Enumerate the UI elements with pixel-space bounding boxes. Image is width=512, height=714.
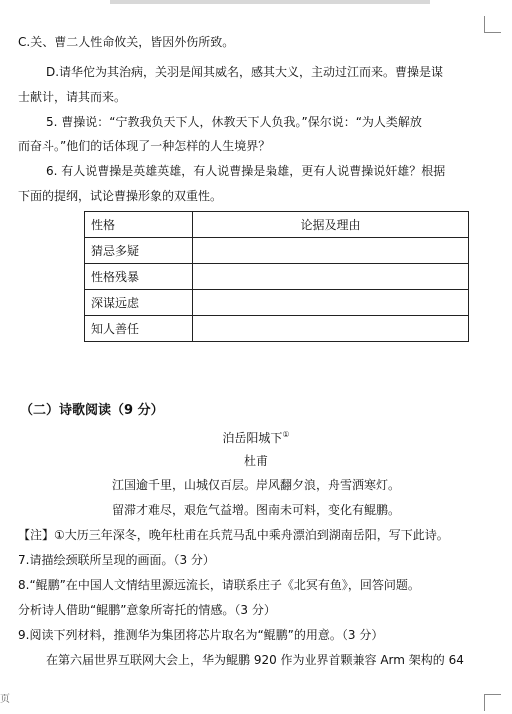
question-9: 9.阅读下列材料，推测华为集团将芯片取名为“鲲鹏”的用意。（3 分） — [18, 628, 384, 642]
page-corner-mark-top — [484, 16, 501, 33]
reason-cell — [193, 290, 469, 316]
question-7: 7.请描绘颈联所呈现的画面。（3 分） — [18, 553, 215, 567]
header-trait: 性格 — [85, 212, 193, 238]
table-row — [85, 238, 469, 264]
character-analysis-table — [84, 211, 469, 342]
option-c: C.关、曹二人性命攸关，皆因外伤所致。 — [18, 35, 235, 49]
trait-cell: 猜忌多疑 — [85, 238, 193, 264]
question-5-line-1: 5. 曹操说：“宁教我负天下人，休教天下人负我。”保尔说：“为人类解放 — [46, 115, 422, 129]
page-label: 页 — [0, 694, 10, 705]
question-6-line-2: 下面的提纲，试论曹操形象的双重性。 — [18, 189, 223, 203]
poem-note: 【注】①大历三年深冬，晚年杜甫在兵荒马乱中乘舟漂泊到湖南岳阳，写下此诗。 — [18, 528, 449, 542]
table-row — [85, 264, 469, 290]
material-text: 在第六届世界互联网大会上，华为鲲鹏 920 作为业界首颗兼容 Arm 架构的 64 — [46, 653, 464, 667]
table-row — [85, 316, 469, 342]
top-scroll-bar — [110, 0, 430, 4]
trait-cell: 深谋远虑 — [85, 290, 193, 316]
header-reason: 论据及理由 — [193, 212, 469, 238]
option-d-line-1: D.请华佗为其治病，关羽是闻其威名，感其大义，主动过江而来。曹操是谋 — [46, 65, 444, 79]
option-d-line-2: 士献计，请其而来。 — [18, 90, 127, 104]
poem-title — [0, 427, 512, 446]
poem-line-2: 留滞才难尽，艰危气益增。图南未可料，变化有鲲鹏。 — [111, 503, 400, 517]
section-title: （二）诗歌阅读（9 分） — [20, 403, 164, 418]
question-5-line-2: 而奋斗。”他们的话体现了一种怎样的人生境界？ — [18, 139, 271, 153]
reason-cell — [193, 316, 469, 342]
poem-line-1: 江国逾千里，山城仅百层。岸风翻夕浪，舟雪洒寒灯。 — [111, 478, 400, 492]
reason-cell — [193, 238, 469, 264]
trait-cell: 性格残暴 — [85, 264, 193, 290]
poem-author: 杜甫 — [243, 454, 268, 468]
poem-title-text: 泊岳阳城下 — [222, 431, 283, 445]
trait-cell: 知人善任 — [85, 316, 193, 342]
page-corner-mark-bottom — [484, 694, 501, 711]
question-6-line-1: 6. 有人说曹操是英雄英雄，有人说曹操是枭雄，更有人说曹操说奸雄？根据 — [46, 164, 446, 178]
question-8-line-1: 8.“鲲鹏”在中国人文情结里源远流长，请联系庄子《北冥有鱼》，回答问题。 — [18, 578, 420, 592]
reason-cell — [193, 264, 469, 290]
question-8-line-2: 分析诗人借助“鲲鹏”意象所寄托的情感。（3 分） — [18, 603, 276, 617]
table-header-row — [85, 212, 469, 238]
poem-title-note-mark: ① — [282, 430, 290, 439]
table-row — [85, 290, 469, 316]
